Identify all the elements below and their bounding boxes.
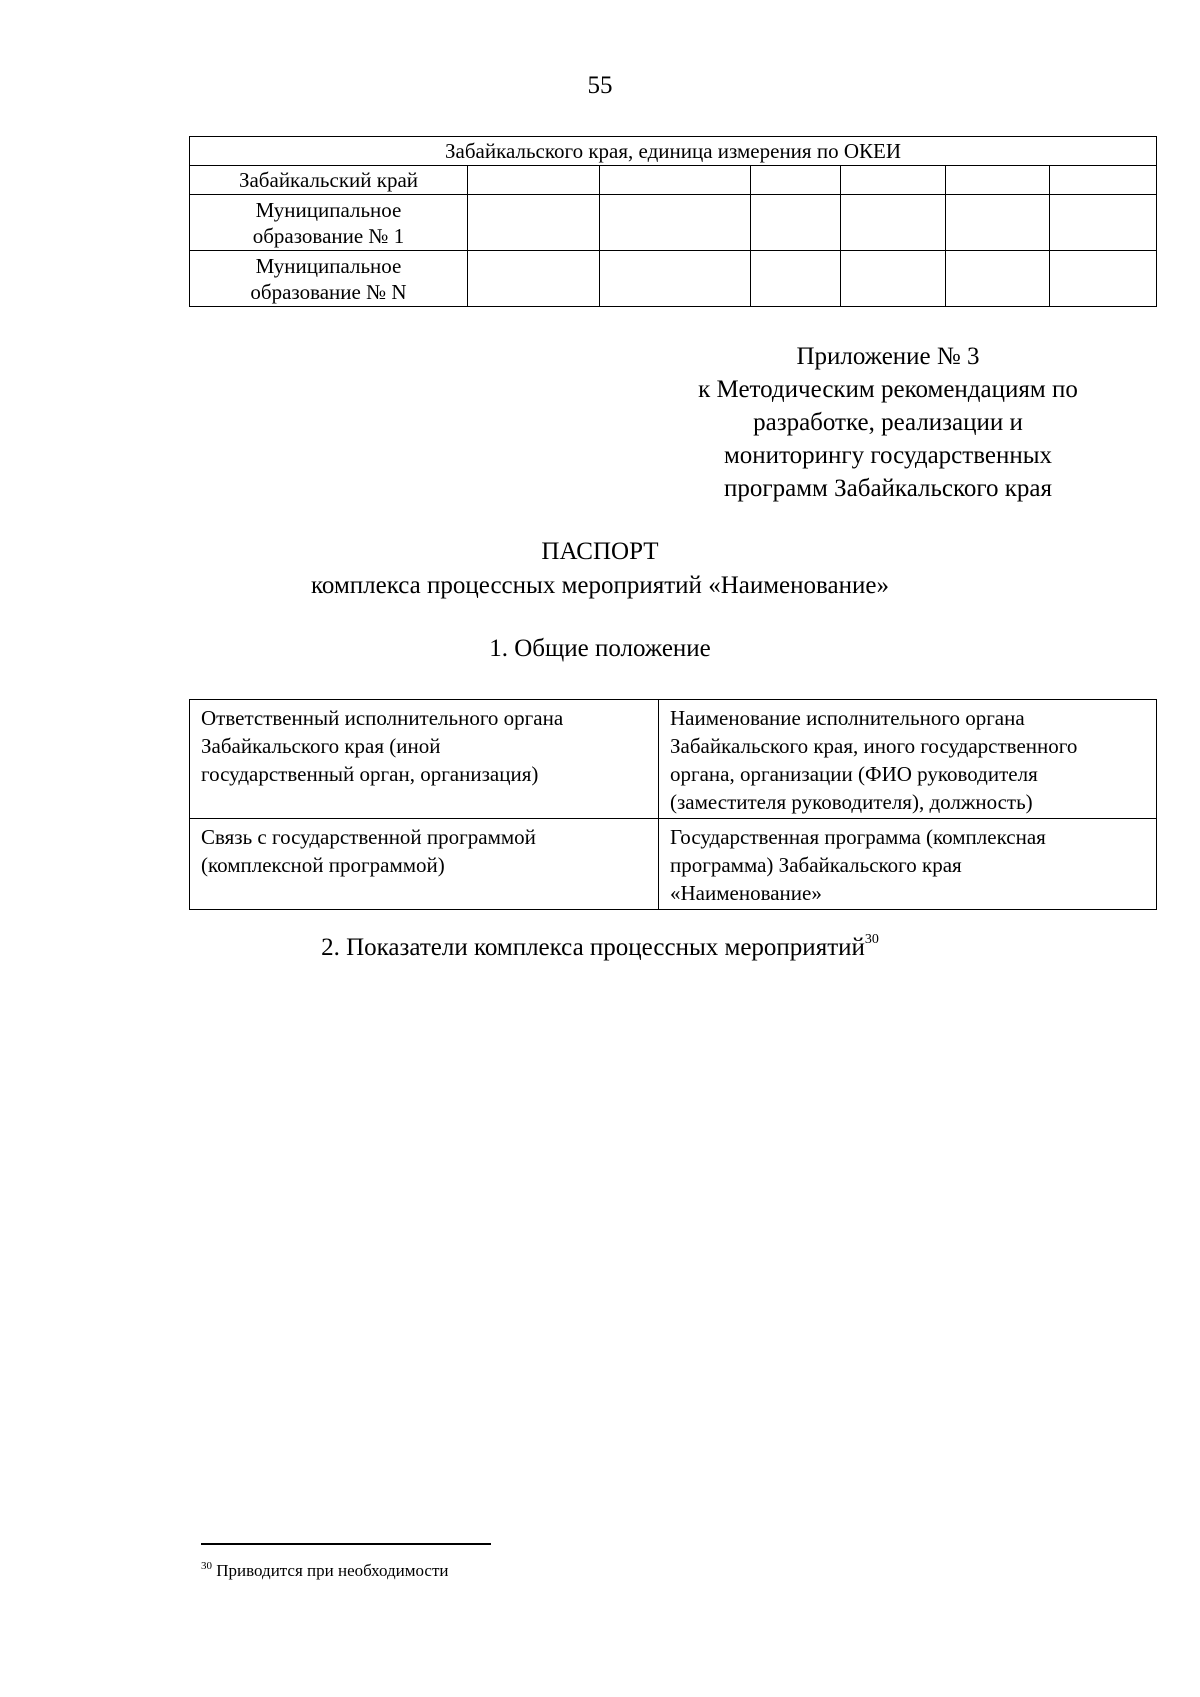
row-label: Забайкальский край [190, 166, 468, 195]
footnote-divider [201, 1543, 491, 1545]
cell-line: государственный орган, организация) [201, 762, 539, 786]
cell-line: Наименование исполнительного органа [670, 706, 1025, 730]
appendix-note [650, 340, 1126, 505]
table-row [190, 195, 1157, 251]
cell-line: (заместителя руководителя), должность) [670, 790, 1033, 814]
table-cell [468, 166, 600, 195]
section-2-title: 2. Показатели комплекса процессных мероприятий [321, 934, 865, 961]
appendix-line: программ Забайкальского края [724, 475, 1052, 502]
general-provisions-table [189, 699, 1157, 910]
table-cell [946, 251, 1050, 307]
table-cell [600, 166, 751, 195]
table-cell-label [190, 819, 659, 910]
table-cell [1050, 251, 1157, 307]
cell-line: Ответственный исполнительного органа [201, 706, 564, 730]
section-2-heading [0, 932, 1200, 962]
footnote-text: Приводится при необходимости [216, 1561, 449, 1580]
footnote-reference: 30 [864, 932, 879, 947]
table-cell-value [659, 819, 1157, 910]
appendix-line: разработке, реализации и [753, 409, 1023, 436]
table-cell [751, 166, 841, 195]
table-cell [841, 166, 946, 195]
table-cell [468, 195, 600, 251]
table-cell [946, 166, 1050, 195]
indicator-values-table [189, 136, 1157, 307]
row-label-line: образование № N [250, 279, 407, 304]
cell-line: «Наименование» [670, 881, 822, 905]
section-1-heading: 1. Общие положение [489, 635, 711, 662]
table-cell [751, 195, 841, 251]
passport-subtitle: комплекса процессных мероприятий «Наименование» [311, 572, 889, 599]
table-cell [1050, 166, 1157, 195]
footnote [201, 1560, 449, 1581]
table-cell [946, 195, 1050, 251]
table-cell-label [190, 700, 659, 819]
table-cell [468, 251, 600, 307]
table-row [190, 819, 1157, 910]
row-label-line: образование № 1 [252, 223, 405, 248]
cell-line: (комплексной программой) [201, 853, 445, 877]
table-row [190, 166, 1157, 195]
table-cell [600, 251, 751, 307]
table-cell-value [659, 700, 1157, 819]
cell-line: Забайкальского края, иного государственного [670, 734, 1078, 758]
appendix-line: мониторингу государственных [723, 442, 1053, 469]
cell-line: Связь с государственной программой [201, 825, 536, 849]
table-row [190, 251, 1157, 307]
passport-heading [0, 535, 1200, 603]
appendix-line: к Методическим рекомендациям по [698, 376, 1078, 403]
passport-title: ПАСПОРТ [541, 538, 659, 565]
table-cell [751, 251, 841, 307]
row-label [190, 195, 468, 251]
cell-line: программа) Забайкальского края [670, 853, 962, 877]
table-cell [841, 251, 946, 307]
appendix-line: Приложение № 3 [796, 343, 980, 370]
table-cell [841, 195, 946, 251]
cell-line: органа, организации (ФИО руководителя [670, 762, 1038, 786]
table-cell [1050, 195, 1157, 251]
table-row [190, 700, 1157, 819]
table-cell [600, 195, 751, 251]
table-header-row [190, 137, 1157, 166]
table-header-cell: Забайкальского края, единица измерения по ОКЕИ [190, 137, 1157, 166]
row-label [190, 251, 468, 307]
row-label-line: Муниципальное [255, 253, 402, 278]
page-number: 55 [587, 72, 613, 99]
cell-line: Государственная программа (комплексная [670, 825, 1046, 849]
row-label-line: Муниципальное [255, 197, 402, 222]
footnote-number: 30 [201, 1560, 212, 1572]
cell-line: Забайкальского края (иной [201, 734, 441, 758]
